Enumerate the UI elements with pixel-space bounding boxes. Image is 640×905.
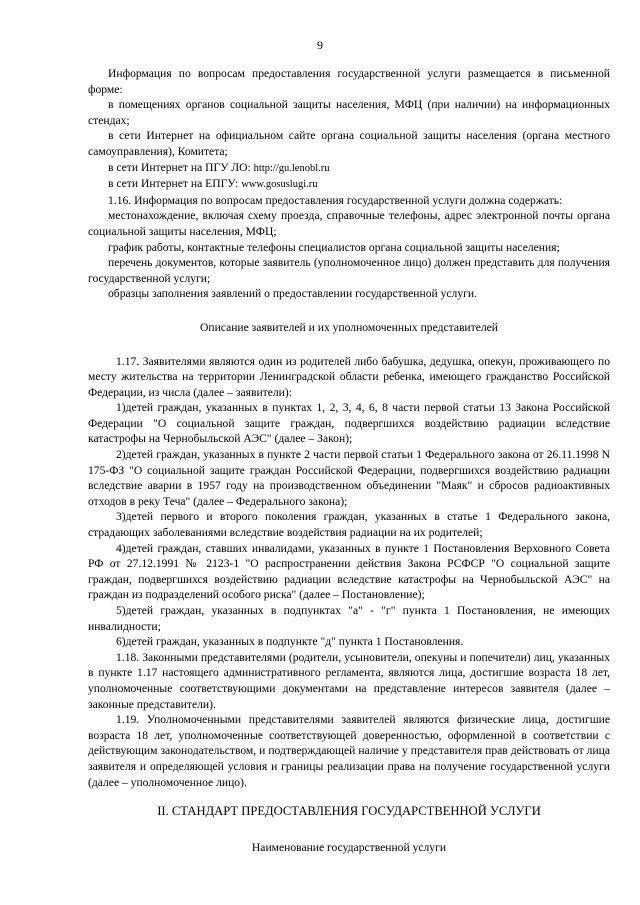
document-body [88,66,610,855]
paragraph: 1.19. Уполномоченными представителями заявителей являются физические лица, достигшие возраста 18 лет, уполномоченные соответствующей доверенностью, оформленной в соответствии с действующим законодательством, и подтверждающей наличие у представителя прав действовать от лица заявителя и определяющей условия и границы реализации права на получение государственной услуги (далее – уполномоченное лицо). [88,713,610,789]
paragraph: 1)детей граждан, указанных в пунктах 1, 2, 3, 4, 6, 8 части первой статьи 13 Закона Российской Федерации "О социальной защите граждан, подвергшихся воздействию радиации вследствие катастрофы на Чернобыльской АЭС" (далее – Закон); [88,401,610,446]
pgu-link[interactable]: http://gu.lenobl.ru [253,162,330,174]
epgu-link[interactable]: www.gosuslugi.ru [241,179,318,191]
section-heading: Описание заявителей и их уполномоченных представителей [200,320,498,334]
epgu-label: в сети Интернет на ЕПГУ: [108,177,239,191]
paragraph: 6)детей граждан, указанных в подпункте "д" пункта 1 Постановления. [116,635,464,649]
paragraph: 5)детей граждан, указанных в подпунктах "а" - "г" пункта 1 Постановления, не имеющих инвалидности; [88,604,610,633]
paragraph: Информация по вопросам предоставления государственной услуги размещается в письменной форме: [88,67,610,96]
paragraph: 1.18. Законными представителями (родители, усыновители, опекуны и попечители) лиц, указанных в пункте 1.17 настоящего административного регламента, являются лица, достигшие возраста 18 лет, уполномоченные соответствующими документами на представление интересов заявителя (далее – законные представители). [88,650,610,711]
paragraph: 1.17. Заявителями являются один из родителей либо бабушка, дедушка, опекун, проживающего по месту жительства на территории Ленинградской области ребенка, имеющего гражданство Российской Федерации, из числа (далее – заявители): [88,354,610,399]
chapter-heading: II. СТАНДАРТ ПРЕДОСТАВЛЕНИЯ ГОСУДАРСТВЕННОЙ УСЛУГИ [157,804,541,819]
paragraph: в помещениях органов социальной защиты населения, МФЦ (при наличии) на информационных стендах; [88,98,610,127]
pgu-label: в сети Интернет на ПГУ ЛО: [108,160,251,174]
paragraph: 1.16. Информация по вопросам предоставления государственной услуги должна содержать: [108,193,563,207]
paragraph: 4)детей граждан, ставших инвалидами, указанных в пункте 1 Постановления Верховного Совета РФ от 27.12.1991 № 2123-1 "О распространении действия Закона РСФСР "О социальной защите граждан, подвергшихся воздействию радиации вследствие катастрофы на Чернобыльской АЭС" на граждан из подразделений особого риска" (далее – Постановление); [88,541,610,602]
paragraph: перечень документов, которые заявитель (уполномоченное лицо) должен представить для получения государственной услуги; [88,256,610,285]
paragraph: местонахождение, включая схему проезда, справочные телефоны, адрес электронной почты органа социальной защиты населения, МФЦ; [88,209,610,238]
subsection-heading: Наименование государственной услуги [251,840,447,854]
epgu-line [88,176,610,193]
pgu-line [88,160,610,177]
page-number: 9 [317,38,323,52]
paragraph: образцы заполнения заявлений о предоставлении государственной услуги. [108,287,477,301]
paragraph: в сети Интернет на официальном сайте органа социальной защиты населения (органа местного самоуправления), Комитета; [88,129,610,158]
paragraph: график работы, контактные телефоны специалистов органа социальной защиты населения; [108,240,560,254]
paragraph: 3)детей первого и второго поколения граждан, указанных в статье 1 Федерального закона, страдающих заболеваниями вследствие воздействия радиации на их родителей; [88,510,610,540]
paragraph: 2)детей граждан, указанных в пункте 2 части первой статьи 1 Федерального закона от 26.11.1998 N 175-ФЗ "О социальной защите граждан Российской Федерации, подвергшихся воздействию радиации вследствие аварии в 1957 году на производственном объединении "Маяк" и сбросов радиоактивных отходов в реку Теча" (далее – Федерального закона); [88,448,610,508]
